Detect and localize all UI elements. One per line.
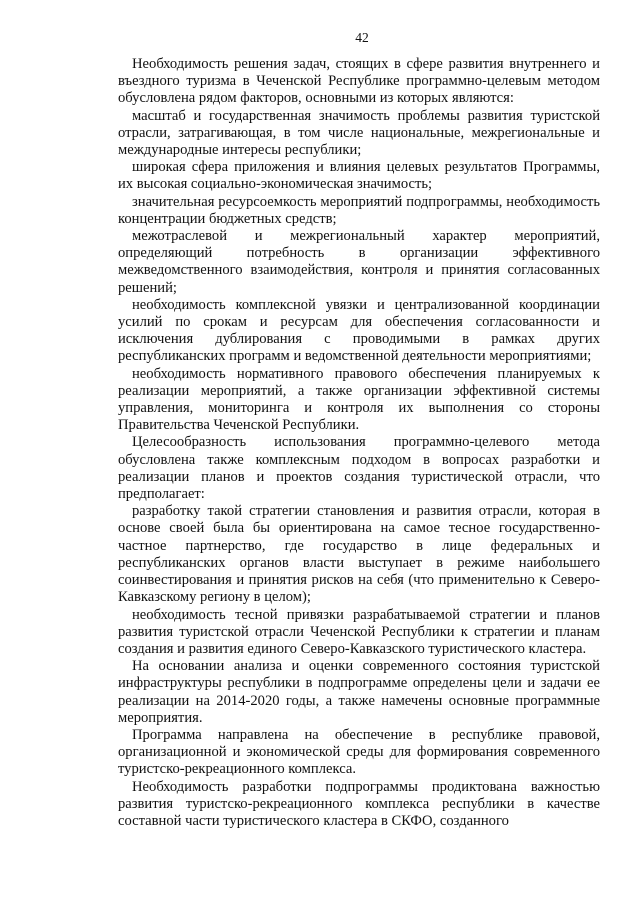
paragraph-program-aim: Программа направлена на обеспечение в республике правовой, организационной и экономической среды для формирования современного туристско-рекреационного комплекса. [118,726,600,778]
paragraph-factor-regulation: необходимость нормативного правового обеспечения планируемых к реализации мероприятий, а также организации эффективной системы управления, мониторинга и контроля их выполнения со стороны Правительства Чеченской Республики. [118,365,600,434]
paragraph-factor-resources: значительная ресурсоемкость мероприятий подпрограммы, необходимость концентрации бюджетных средств; [118,193,600,227]
paragraph-analysis: На основании анализа и оценки современного состояния туристской инфраструктуры республики в подпрограмме определены цели и задачи ее реализации на 2014-2020 годы, а также намечены основные программные мероприятия. [118,658,600,726]
paragraph-expediency: Целесообразность использования программно-целевого метода обусловлена также комплексным подходом в вопросах разработки и реализации планов и проектов создания туристической отрасли, что предполагает: [118,434,600,503]
paragraph-cluster-link: необходимость тесной привязки разрабатываемой стратегии и планов развития туристской отрасли Чеченской Республики к стратегии и планам создания и развития единого Северо-Кавказского туристического кластера. [118,606,600,657]
paragraph-factor-intersectoral: межотраслевой и межрегиональный характер мероприятий, определяющий потребность в организации эффективного межведомственного взаимодействия, контроля и принятия согласованных решений; [118,228,600,296]
page-number: 42 [355,30,369,45]
paragraph-factor-coordination: необходимость комплексной увязки и централизованной координации усилий по срокам и ресурсам для обеспечения согласованности и исключения дублирования с проводимыми в рамках других республиканских программ и ведомственной деятельности мероприятиями; [118,296,600,365]
paragraph-factor-scope: широкая сфера приложения и влияния целевых результатов Программы, их высокая социально-экономическая значимость; [118,159,600,193]
paragraph-strategy: разработку такой стратегии становления и развития отрасли, которая в основе своей была бы ориентирована на самое тесное государственно-частное партнерство, где государство в лице федеральных и республиканских органов власти выступает в режиме наибольшего соинвестирования и принятия рисков на себя (что применительно к Северо-Кавказскому региону в целом); [118,503,600,606]
paragraph-necessity: Необходимость разработки подпрограммы продиктована важностью развития туристско-рекреационного комплекса республики в качестве составной части туристического кластера в СКФО, созданного [118,778,600,829]
paragraph-factor-scale: масштаб и государственная значимость проблемы развития туристской отрасли, затрагивающая, в том числе национальные, межрегиональные и международные интересы республики; [118,107,600,159]
paragraph-intro: Необходимость решения задач, стоящих в сфере развития внутреннего и въездного туризма в Чеченской Республике программно-целевым методом обусловлена рядом факторов, основными из которых являются: [118,56,600,107]
document-body [118,56,600,830]
